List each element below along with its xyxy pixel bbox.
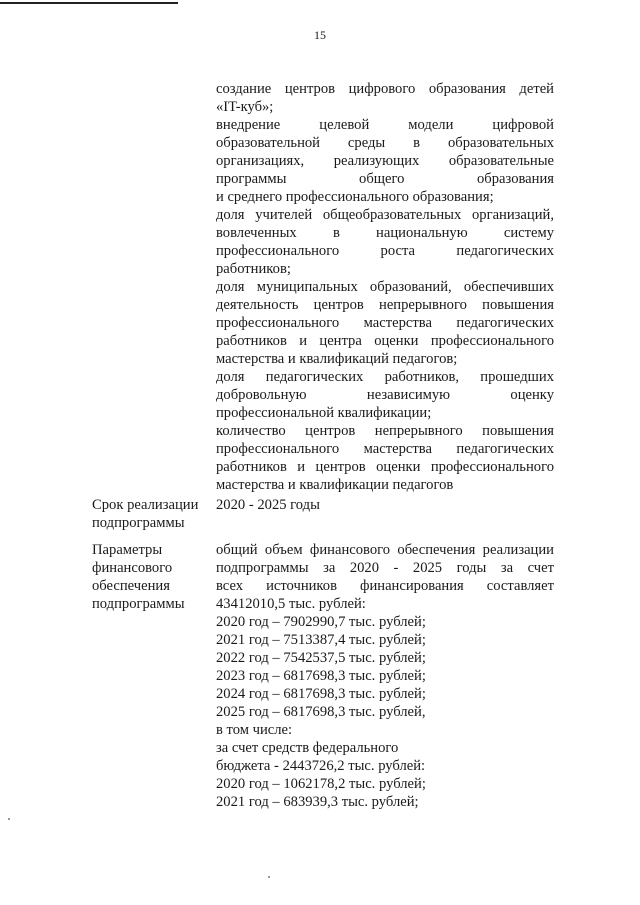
text-line: работников и центра оценки профессионального (216, 333, 554, 349)
text-line: мастерства и квалификаций педагогов; (216, 351, 458, 367)
page-number: 15 (314, 28, 326, 42)
text-line: за счет средств федерального (216, 740, 399, 756)
text-line: 43412010,5 тыс. рублей: (216, 596, 366, 612)
text-line: профессионального роста педагогических (216, 243, 554, 259)
text-line: профессионального мастерства педагогических (216, 441, 554, 457)
scan-speck (268, 876, 270, 878)
label-line: обеспечения (92, 578, 170, 594)
year-amount: 2021 год – 7513387,4 тыс. рублей; (216, 632, 426, 648)
text-line: «IT-куб»; (216, 99, 274, 115)
text-line: образовательной среды в образовательных (216, 135, 554, 151)
year-amount: 2021 год – 683939,3 тыс. рублей; (216, 794, 419, 810)
indicators-continued (216, 80, 554, 494)
year-amount: 2022 год – 7542537,5 тыс. рублей; (216, 650, 426, 666)
year-amount: 2020 год – 1062178,2 тыс. рублей; (216, 776, 426, 792)
text-line: работников и центров оценки профессионального (216, 459, 554, 475)
text-line: количество центров непрерывного повышения (216, 423, 554, 439)
text-line: работников; (216, 261, 291, 277)
top-border-line (0, 2, 178, 4)
scan-speck (8, 818, 10, 820)
year-amount: 2023 год – 6817698,3 тыс. рублей; (216, 668, 426, 684)
text-line: деятельность центров непрерывного повышения (216, 297, 554, 313)
label-line: Срок реализации (92, 497, 199, 513)
text-line: в том числе: (216, 722, 293, 738)
financing-label (92, 541, 210, 613)
year-amount: 2024 год – 6817698,3 тыс. рублей; (216, 686, 426, 702)
text-line: всех источников финансирования составляет (216, 578, 554, 594)
label-line: подпрограммы (92, 596, 185, 612)
year-amount: 2025 год – 6817698,3 тыс. рублей, (216, 704, 426, 720)
text-line: внедрение целевой модели цифровой (216, 117, 554, 133)
text-line: и среднего профессионального образования; (216, 189, 494, 205)
text-line: доля муниципальных образований, обеспечивших (216, 279, 554, 295)
label-line: финансового (92, 560, 173, 576)
text-line: доля учителей общеобразовательных организаций, (216, 207, 554, 223)
text-line: общий объем финансового обеспечения реализации (216, 542, 554, 558)
text-line: мастерства и квалификации педагогов (216, 477, 454, 493)
text-line: 2020 - 2025 годы (216, 497, 320, 513)
text-line: доля педагогических работников, прошедших (216, 369, 554, 385)
text-line: создание центров цифрового образования детей (216, 81, 554, 97)
label-line: Параметры (92, 542, 163, 558)
text-line: организациях, реализующих образовательные (216, 153, 554, 169)
text-line: профессиональной квалификации; (216, 405, 432, 421)
year-amount: 2020 год – 7902990,7 тыс. рублей; (216, 614, 426, 630)
text-line: программы общего образования (216, 171, 554, 187)
text-line: бюджета - 2443726,2 тыс. рублей: (216, 758, 426, 774)
financing-value (216, 541, 554, 811)
text-line: вовлеченных в национальную систему (216, 225, 554, 241)
text-line: подпрограммы за 2020 - 2025 годы за счет (216, 560, 554, 576)
label-line: подпрограммы (92, 515, 185, 531)
period-label (92, 496, 210, 532)
period-value (216, 496, 554, 514)
text-line: профессионального мастерства педагогических (216, 315, 554, 331)
text-line: добровольную независимую оценку (216, 387, 554, 403)
